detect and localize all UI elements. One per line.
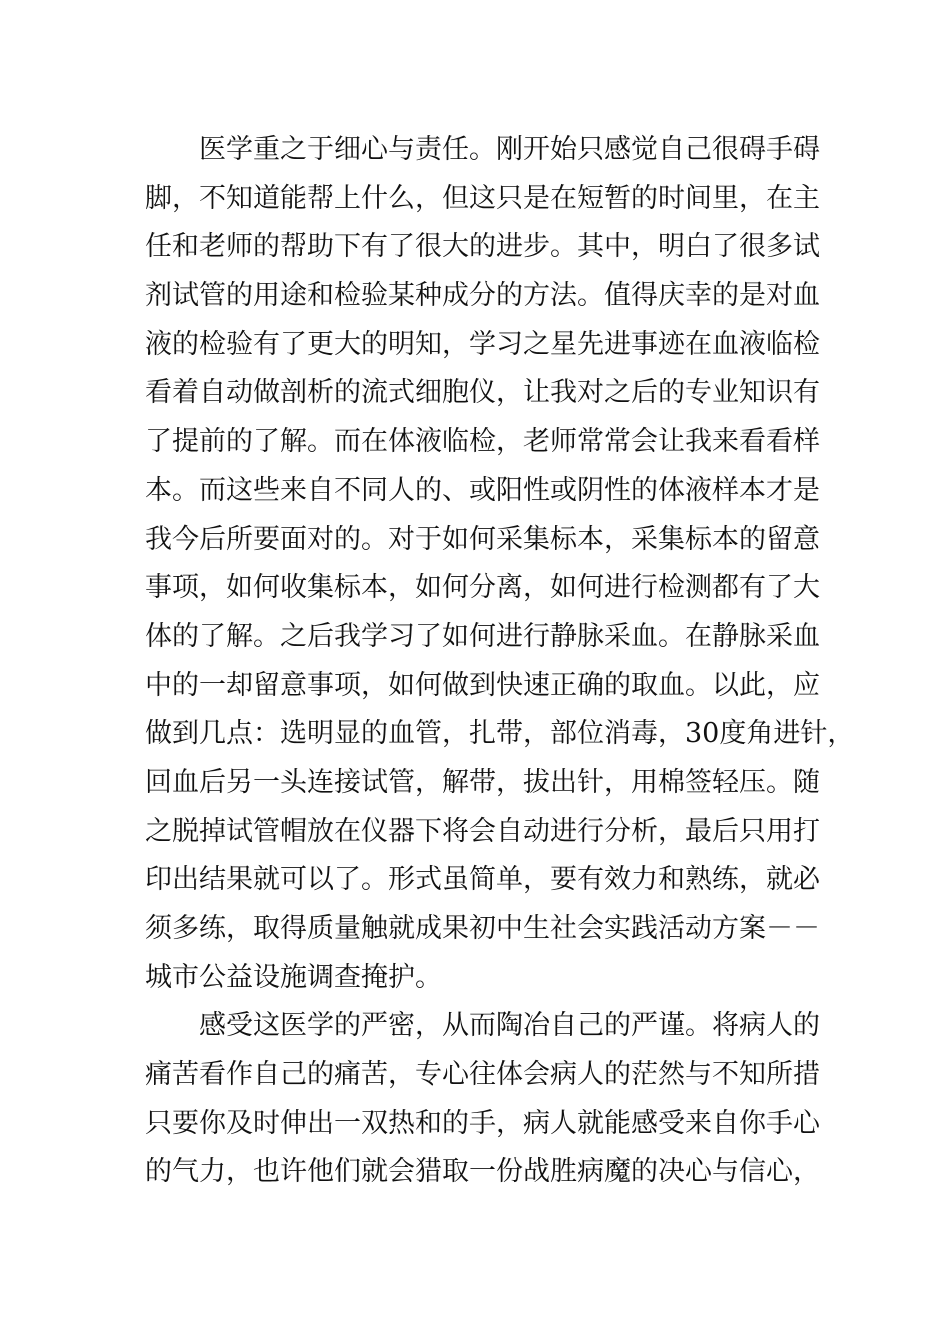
paragraph-1-line-6: 看着自动做剖析的流式细胞仪，让我对之后的专业知识有 <box>145 377 820 409</box>
paragraph-1-line-7: 了提前的了解。而在体液临检，老师常常会让我来看看样 <box>145 426 820 458</box>
paragraph-2-line-1: 感受这医学的严密，从而陶冶自己的严谨。将病人的 <box>199 1010 820 1042</box>
paragraph-2-line-3: 只要你及时伸出一双热和的手，病人就能感受来自你手心 <box>145 1107 820 1139</box>
paragraph-1-line-12: 中的一却留意事项，如何做到快速正确的取血。以此，应 <box>145 669 820 701</box>
paragraph-1-line-9: 我今后所要面对的。对于如何采集标本，采集标本的留意 <box>145 523 820 555</box>
paragraph-1-line-4: 剂试管的用途和检验某种成分的方法。值得庆幸的是对血 <box>145 280 820 312</box>
paragraph-1-line-8: 本。而这些来自不同人的、或阳性或阴性的体液样本才是 <box>145 474 820 506</box>
paragraph-1-line-13: 做到几点：选明显的血管，扎带，部位消毒，30度角进针， <box>145 718 855 750</box>
paragraph-1-line-16: 印出结果就可以了。形式虽简单，要有效力和熟练，就必 <box>145 864 820 896</box>
paragraph-1-line-18: 城市公益设施调查掩护。 <box>145 961 442 993</box>
paragraph-1-line-5: 液的检验有了更大的明知，学习之星先进事迹在血液临检 <box>145 328 820 360</box>
paragraph-1-line-3: 任和老师的帮助下有了很大的进步。其中，明白了很多试 <box>145 231 820 263</box>
paragraph-1-line-14: 回血后另一头连接试管，解带，拔出针，用棉签轻压。随 <box>145 766 820 798</box>
paragraph-1-line-11: 体的了解。之后我学习了如何进行静脉采血。在静脉采血 <box>145 620 820 652</box>
body-text <box>145 126 855 1197</box>
paragraph-1-line-15: 之脱掉试管帽放在仪器下将会自动进行分析，最后只用打 <box>145 815 820 847</box>
paragraph-1-line-17: 须多练，取得质量触就成果初中生社会实践活动方案－－ <box>145 913 820 944</box>
paragraph-1-line-1: 医学重之于细心与责任。刚开始只感觉自己很碍手碍 <box>199 134 820 165</box>
paragraph-1-line-2: 脚，不知道能帮上什么，但这只是在短暂的时间里，在主 <box>145 182 820 214</box>
paragraph-1-line-10: 事项，如何收集标本，如何分离，如何进行检测都有了大 <box>145 572 820 604</box>
paragraph-2-line-4: 的气力，也许他们就会猎取一份战胜病魔的决心与信心， <box>145 1156 820 1188</box>
paragraph-2-line-2: 痛苦看作自己的痛苦，专心往体会病人的茫然与不知所措 <box>145 1059 820 1091</box>
